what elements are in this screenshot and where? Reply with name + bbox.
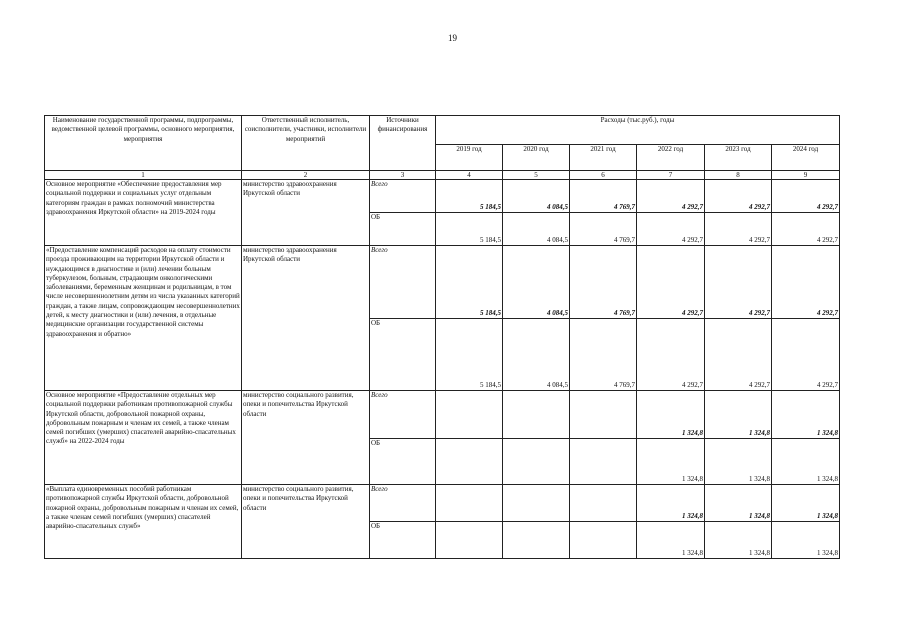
expenses-table bbox=[44, 115, 840, 559]
value-total: 1 324,8 bbox=[637, 485, 705, 522]
value-ob: 4 292,7 bbox=[772, 213, 840, 246]
value-total bbox=[436, 391, 503, 439]
column-number: 1 bbox=[45, 171, 242, 180]
value-ob bbox=[570, 439, 637, 485]
header-year: 2020 год bbox=[503, 145, 570, 171]
value-ob: 4 084,5 bbox=[503, 213, 570, 246]
value-ob: 4 292,7 bbox=[772, 319, 840, 391]
value-total bbox=[503, 391, 570, 439]
value-total: 5 184,5 bbox=[436, 246, 503, 319]
value-total: 4 292,7 bbox=[705, 180, 772, 213]
source-ob-label: ОБ bbox=[370, 522, 436, 559]
value-ob: 4 292,7 bbox=[637, 319, 705, 391]
value-ob bbox=[570, 522, 637, 559]
column-number: 7 bbox=[637, 171, 705, 180]
source-total-label: Всего bbox=[370, 180, 436, 213]
header-expenses: Расходы (тыс.руб.), годы bbox=[436, 116, 840, 145]
value-ob: 4 769,7 bbox=[570, 319, 637, 391]
source-ob-label: ОБ bbox=[370, 319, 436, 391]
column-number: 2 bbox=[242, 171, 370, 180]
value-ob: 1 324,8 bbox=[772, 439, 840, 485]
source-total-label: Всего bbox=[370, 485, 436, 522]
value-ob: 1 324,8 bbox=[637, 522, 705, 559]
column-number: 3 bbox=[370, 171, 436, 180]
value-ob: 4 292,7 bbox=[705, 319, 772, 391]
column-number: 5 bbox=[503, 171, 570, 180]
value-ob: 1 324,8 bbox=[705, 439, 772, 485]
table-row bbox=[45, 391, 840, 439]
value-total bbox=[436, 485, 503, 522]
value-total: 5 184,5 bbox=[436, 180, 503, 213]
activity-name: «Предоставление компенсаций расходов на оплату стоимости проезда проживающим на территории Иркутской области и нуждающимся в диагностике и (или) лечении больным туберкулезом, больным, страдающим онкологическими заболеваниями, беременным женщинам и родильницам, в том числе несовершеннолетним детям из числа указанных категорий граждан, а также лицам, сопровождающим несовершеннолетних детей, к месту диагностики и (или) лечения, в отдельные медицинские организации государственной системы здравоохранения и обратно» bbox=[45, 246, 242, 391]
value-total: 4 292,7 bbox=[637, 246, 705, 319]
activity-name: Основное мероприятие «Предоставление отдельных мер социальной поддержки работникам противопожарной службы Иркутской области, добровольной пожарной охраны, добровольным пожарным и членам их семей, а также членам семей погибших (умерших) спасателей аварийно-спасательных служб» на 2022-2024 годы bbox=[45, 391, 242, 485]
value-total: 4 769,7 bbox=[570, 246, 637, 319]
column-number: 9 bbox=[772, 171, 840, 180]
header-name: Наименование государственной программы, подпрограммы, ведомственной целевой программы, основного мероприятия, мероприятия bbox=[45, 116, 242, 171]
value-total bbox=[570, 391, 637, 439]
source-total-label: Всего bbox=[370, 391, 436, 439]
value-total: 4 084,5 bbox=[503, 180, 570, 213]
executor-name: министерство здравоохранения Иркутской области bbox=[242, 180, 370, 246]
value-ob bbox=[436, 439, 503, 485]
executor-name: министерство здравоохранения Иркутской области bbox=[242, 246, 370, 391]
value-total bbox=[570, 485, 637, 522]
executor-name: министерство социального развития, опеки и попечительства Иркутской области bbox=[242, 391, 370, 485]
value-ob: 1 324,8 bbox=[772, 522, 840, 559]
value-ob: 4 769,7 bbox=[570, 213, 637, 246]
value-total: 4 292,7 bbox=[772, 180, 840, 213]
header-year: 2022 год bbox=[637, 145, 705, 171]
column-number: 4 bbox=[436, 171, 503, 180]
activity-name: «Выплата единовременных пособий работникам противопожарной службы Иркутской области, добровольной пожарной охраны, добровольным пожарным и членам их семей, а также членам семей погибших (умерших) спасателей аварийно-спасательных служб» bbox=[45, 485, 242, 559]
value-total: 1 324,8 bbox=[772, 485, 840, 522]
value-ob: 4 292,7 bbox=[637, 213, 705, 246]
value-ob bbox=[436, 522, 503, 559]
value-total: 4 292,7 bbox=[772, 246, 840, 319]
value-ob: 5 184,5 bbox=[436, 213, 503, 246]
activity-name: Основное мероприятие «Обеспечение предоставления мер социальной поддержки и социальных услуг отдельным категориям граждан в рамках полномочий министерства здравоохранения Иркутской области» на 2019-2024 годы bbox=[45, 180, 242, 246]
value-total: 4 084,5 bbox=[503, 246, 570, 319]
value-ob: 4 292,7 bbox=[705, 213, 772, 246]
header-year: 2019 год bbox=[436, 145, 503, 171]
value-ob: 1 324,8 bbox=[705, 522, 772, 559]
value-ob: 1 324,8 bbox=[637, 439, 705, 485]
value-total: 1 324,8 bbox=[772, 391, 840, 439]
value-total: 1 324,8 bbox=[705, 485, 772, 522]
column-number: 8 bbox=[705, 171, 772, 180]
table-row bbox=[45, 485, 840, 522]
value-total: 4 292,7 bbox=[705, 246, 772, 319]
executor-name: министерство социального развития, опеки и попечительства Иркутской области bbox=[242, 485, 370, 559]
header-year: 2023 год bbox=[705, 145, 772, 171]
header-source: Источники финансирования bbox=[370, 116, 436, 171]
header-executor: Ответственный исполнитель, соисполнители, участники, исполнители мероприятий bbox=[242, 116, 370, 171]
value-total: 4 769,7 bbox=[570, 180, 637, 213]
value-ob: 4 084,5 bbox=[503, 319, 570, 391]
source-ob-label: ОБ bbox=[370, 439, 436, 485]
table-row bbox=[45, 246, 840, 319]
value-total: 4 292,7 bbox=[637, 180, 705, 213]
source-total-label: Всего bbox=[370, 246, 436, 319]
value-ob bbox=[503, 439, 570, 485]
value-ob bbox=[503, 522, 570, 559]
value-ob: 5 184,5 bbox=[436, 319, 503, 391]
header-year: 2021 год bbox=[570, 145, 637, 171]
column-number: 6 bbox=[570, 171, 637, 180]
source-ob-label: ОБ bbox=[370, 213, 436, 246]
header-year: 2024 год bbox=[772, 145, 840, 171]
table-row bbox=[45, 180, 840, 213]
value-total: 1 324,8 bbox=[637, 391, 705, 439]
page-number: 19 bbox=[448, 33, 457, 43]
value-total bbox=[503, 485, 570, 522]
value-total: 1 324,8 bbox=[705, 391, 772, 439]
